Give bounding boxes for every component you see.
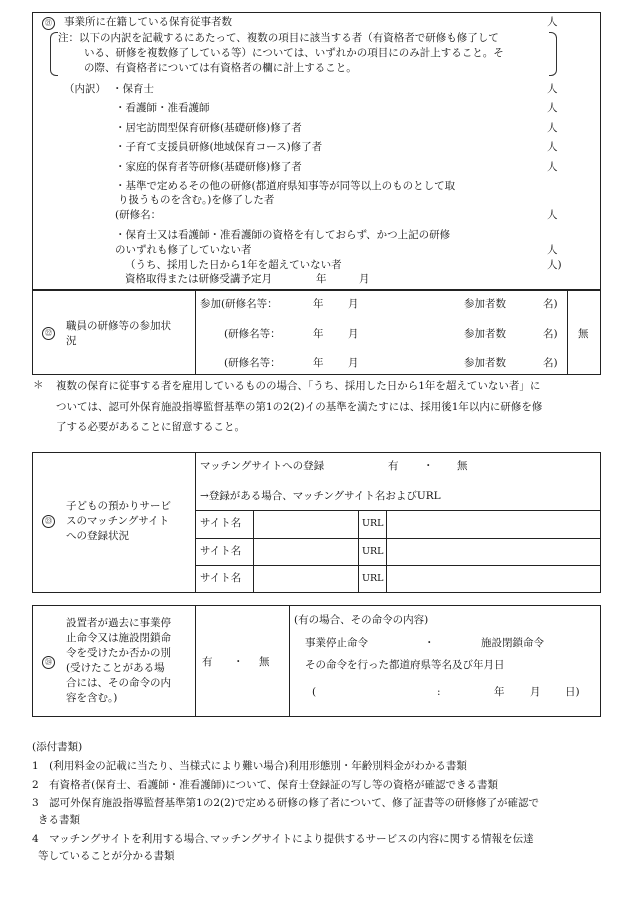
- section-22-number: ㉒: [42, 327, 55, 341]
- item-other-training-name: (研修名：: [115, 209, 162, 221]
- attachment-item-3-line1: 3 認可外保育施設指導監督基準第1の2(2)で定める研修の修了者について、修了証書等の研修修了が確認で: [32, 797, 539, 809]
- order-closure: 施設閉鎖命令: [481, 637, 544, 649]
- item-family-caregiver-training: ・家庭的保育者等研修(基礎研修)修了者: [115, 161, 302, 173]
- section-23-site-divider: [253, 510, 254, 593]
- item-other-training-line1: ・基準で定めるその他の研修(都道府県知事等が同等以上のものとして取: [115, 180, 456, 192]
- planned-month-label: 資格取得または研修受講予定月: [125, 273, 272, 285]
- item-unqualified-line1: ・保育士又は看護師・准看護師の資格を有しておらず、かつ上記の研修: [115, 229, 451, 241]
- training-row1-participants: 参加者数: [464, 298, 506, 310]
- section-23-row-line2: [195, 538, 601, 539]
- attachments-title: (添付書類): [32, 741, 83, 753]
- site-url-label-2: URL: [362, 546, 384, 557]
- section-23-label-line3: への登録状況: [66, 530, 129, 542]
- section-22-divider-label: [195, 290, 196, 375]
- item-hoikushi: ・保育士: [112, 83, 154, 95]
- section-21-note-line3: の際、有資格者については有資格者の欄に計上すること。: [84, 62, 357, 74]
- order-issuer-open: (: [312, 686, 317, 698]
- order-dot: ・: [233, 656, 244, 668]
- training-row2-participants: 参加者数: [464, 328, 506, 340]
- site-name-label-3: サイト名: [200, 572, 242, 584]
- order-suspension: 事業停止命令: [305, 637, 368, 649]
- training-row2-name: (研修名等：: [224, 328, 281, 340]
- section-23-label-line2: スのマッチングサイト: [66, 515, 170, 527]
- sub-within-one-year: （うち、採用した日から1年を超えていない者: [125, 259, 342, 271]
- matching-registration-dot: ・: [423, 460, 434, 472]
- attachment-item-3-line2: きる書類: [38, 814, 80, 826]
- section-21-total-unit: 人: [547, 16, 558, 28]
- matching-site-instruction: →登録がある場合、マッチングサイト名およびURL: [200, 490, 441, 502]
- training-row1-name: 参加(研修名等：: [200, 298, 278, 310]
- section-24-label-line2: 止命令又は施設閉鎖命: [66, 632, 171, 644]
- breakdown-label: （内訳）: [64, 83, 106, 95]
- note-line3: 了する必要があることに留意すること。: [56, 421, 245, 433]
- attachment-item-4-line2: 等していることが分かる書類: [38, 850, 175, 862]
- note-line2: ついては、認可外保育施設指導監督基準の第1の2(2)イの基準を満たすには、採用後1年以内に研修を修: [56, 401, 543, 413]
- section-24-divider-label: [195, 605, 196, 717]
- training-row1-month: 月: [348, 298, 359, 310]
- attachment-item-2: 2 有資格者(保育士、看護師・准看護師)について、保育士登録証の写し等の資格が確認できる書類: [32, 779, 498, 791]
- sub-within-one-year-unit: 人): [547, 259, 562, 271]
- site-url-label-3: URL: [362, 573, 384, 584]
- item-childcare-support-training: ・子育て支援員研修(地域保育コース)修了者: [115, 141, 323, 153]
- section-24-label-line1: 設置者が過去に事業停: [66, 617, 171, 629]
- section-21-note-line1: 注：以下の内訳を記載するにあたって、複数の項目に該当する者（有資格者で研修も修了して: [58, 32, 499, 44]
- order-day-unit: 日): [565, 686, 580, 698]
- item-home-visit-training: ・居宅訪問型保育研修(基礎研修)修了者: [115, 122, 302, 134]
- order-detail-dot: ・: [424, 637, 435, 649]
- training-row1-year: 年: [313, 298, 324, 310]
- order-detail-label: (有の場合、その命令の内容): [294, 614, 429, 626]
- order-no: 無: [259, 656, 270, 668]
- order-yes: 有: [202, 656, 213, 668]
- order-issuer-colon: :: [437, 686, 441, 698]
- note-star: ＊: [33, 379, 44, 391]
- site-name-label-2: サイト名: [200, 545, 242, 557]
- section-23-url-divider-left: [358, 510, 359, 593]
- item-nurse: ・看護師・准看護師: [115, 102, 210, 114]
- item-other-training-unit: 人: [547, 209, 558, 221]
- training-row3-unit: 名): [543, 357, 558, 369]
- section-22-label-line1: 職員の研修等の参加状: [66, 320, 171, 332]
- item-other-training-line2: り扱うものを含む。)を修了した者: [118, 194, 275, 206]
- matching-registration-label: マッチングサイトへの登録: [200, 460, 325, 472]
- section-21-number: ㉑: [42, 17, 55, 31]
- training-row2-year: 年: [313, 328, 324, 340]
- item-unqualified-unit: 人: [547, 244, 558, 256]
- matching-registration-yes: 有: [388, 460, 399, 472]
- training-row2-unit: 名): [543, 328, 558, 340]
- section-23-divider-label: [195, 452, 196, 593]
- training-none: 無: [578, 328, 589, 340]
- item-family-caregiver-training-unit: 人: [547, 161, 558, 173]
- section-23-url-divider-right: [386, 510, 387, 593]
- attachment-item-1: 1 (利用料金の記載に当たり、当様式により難い場合)利用形態別・年齢別料金がわかる書類: [32, 760, 467, 772]
- matching-registration-no: 無: [457, 460, 468, 472]
- section-23-row-line1: [195, 510, 601, 511]
- order-year-unit: 年: [494, 686, 505, 698]
- section-23-label-line1: 子どもの預かりサービ: [66, 500, 171, 512]
- order-issuer-label: その命令を行った都道府県等名及び年月日: [305, 659, 505, 671]
- section-23-row-line3: [195, 565, 601, 566]
- note-bracket-left: [50, 32, 58, 76]
- training-row2-month: 月: [348, 328, 359, 340]
- section-24-divider-choice: [289, 605, 290, 717]
- site-name-label-1: サイト名: [200, 517, 242, 529]
- section-21-note-line2: いる、研修を複数修了している等）については、いずれかの項目にのみ計上すること。そ: [84, 47, 504, 59]
- section-24-label-line6: 容を含む。): [66, 692, 118, 704]
- note-bracket-right: [549, 32, 557, 76]
- training-row3-year: 年: [313, 357, 324, 369]
- section-24-number: ㉔: [42, 656, 55, 670]
- training-row3-name: (研修名等：: [224, 357, 281, 369]
- planned-year-unit: 年: [316, 273, 327, 285]
- training-row1-unit: 名): [543, 298, 558, 310]
- site-url-label-1: URL: [362, 518, 384, 529]
- section-24-label-line5: 合には、その命令の内: [66, 677, 171, 689]
- planned-month-unit: 月: [359, 273, 370, 285]
- section-23-number: ㉓: [42, 515, 55, 529]
- item-nurse-unit: 人: [547, 102, 558, 114]
- note-line1: 複数の保育に従事する者を雇用しているものの場合、「うち、採用した日から1年を超えていない者」に: [56, 380, 541, 392]
- item-home-visit-training-unit: 人: [547, 122, 558, 134]
- item-childcare-support-training-unit: 人: [547, 141, 558, 153]
- attachment-item-4-line1: 4 マッチングサイトを利用する場合､マッチングサイトにより提供するサービスの内容に関する情報を伝達: [32, 833, 534, 845]
- section-24-label-line3: 令を受けたか否かの別: [66, 647, 171, 659]
- item-unqualified-line2: のいずれも修了していない者: [115, 244, 252, 256]
- section-22-divider-none: [567, 290, 568, 375]
- training-row3-month: 月: [348, 357, 359, 369]
- item-hoikushi-unit: 人: [547, 83, 558, 95]
- training-row3-participants: 参加者数: [464, 357, 506, 369]
- order-month-unit: 月: [530, 686, 541, 698]
- section-21-title: 事業所に在籍している保育従事者数: [64, 16, 232, 28]
- section-22-label-line2: 況: [66, 335, 77, 347]
- section-24-label-line4: (受けたことがある場: [66, 662, 165, 674]
